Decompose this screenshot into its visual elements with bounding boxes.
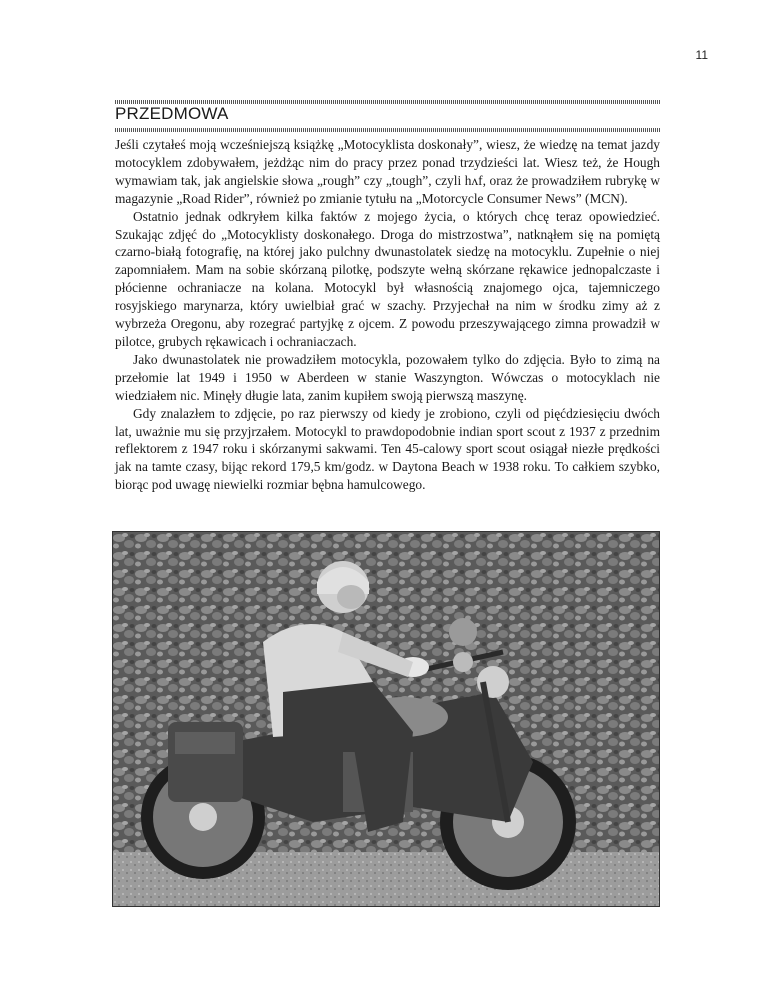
page-number: 11: [695, 48, 708, 62]
paragraph: Ostatnio jednak odkryłem kilka faktów z mojego życia, o których chcę teraz opowiedzieć. Szukając zdjęć do „Motocyklisty doskonałego. Droga do mistrzostwa”, natknąłem się na pomiętą czarno-białą fotografię, na której jako pulchny dwunastolatek siedzę na motocyklu. Zupełnie o niej zapomniałem. Mam na sobie skórzaną pilotkę, podszyte wełną skórzane rękawice jednopalczaste i płócienne ochraniacze na kolana. Motocykl był własnością znajomego ojca, tajemniczego rosyjskiego marynarza, który uwielbiał grać w szachy. Przyjechał na nim w środku zimy aż z wybrzeża Oregonu, aby rozegrać partyjkę z ojcem. Z powodu przeszywającego zimna prowadził w pilotce, grubych rękawicach i ochraniaczach.: [115, 208, 660, 349]
header-rule-bottom: [115, 128, 660, 132]
paragraph: Jeśli czytałeś moją wcześniejszą książkę „Motocyklista doskonały”, wiesz, że wiedzę na temat jazdy motocyklem zdobywałem, jeżdżąc nim do pracy przez ponad trzydzieści lat. Wiesz też, że Hough wymawiam tak, jak angielskie słowa „rough” czy „tough”, czyli hʌf, oraz że prowadziłem rubrykę w magazynie „Road Rider”, również po zmianie tytułu na „Motorcycle Consumer News” (MCN).: [115, 137, 660, 206]
paragraph: Jako dwunastolatek nie prowadziłem motocykla, pozowałem tylko do zdjęcia. Było to zimą na przełomie lat 1949 i 1950 w Aberdeen w stanie Waszyngton. Wówczas o motocyklach nie wiedziałem nic. Minęły długie lata, zanim kupiłem swoją pierwszą maszynę.: [115, 351, 660, 403]
paragraph: Gdy znalazłem to zdjęcie, po raz pierwszy od kiedy je zrobiono, czyli od pięćdziesięciu dwóch lat, uważnie mu się przyjrzałem. Motocykl to prawdopodobnie indian sport scout z 1937 z przednim reflektorem z 1947 roku i skórzanymi sakwami. Ten 45-calowy sport scout osiągał niezłe prędkości jak na tamte czasy, bijąc rekord 179,5 km/godz. w Daytona Beach w 1938 roku. To całkiem szybko, biorąc pod uwagę niewielki rozmiar bębna hamulcowego.: [115, 405, 660, 493]
section-title: PRZEDMOWA: [115, 104, 229, 123]
motorcycle-photo: [112, 531, 660, 907]
body-text: [115, 136, 660, 494]
photo-illustration: [113, 532, 659, 906]
